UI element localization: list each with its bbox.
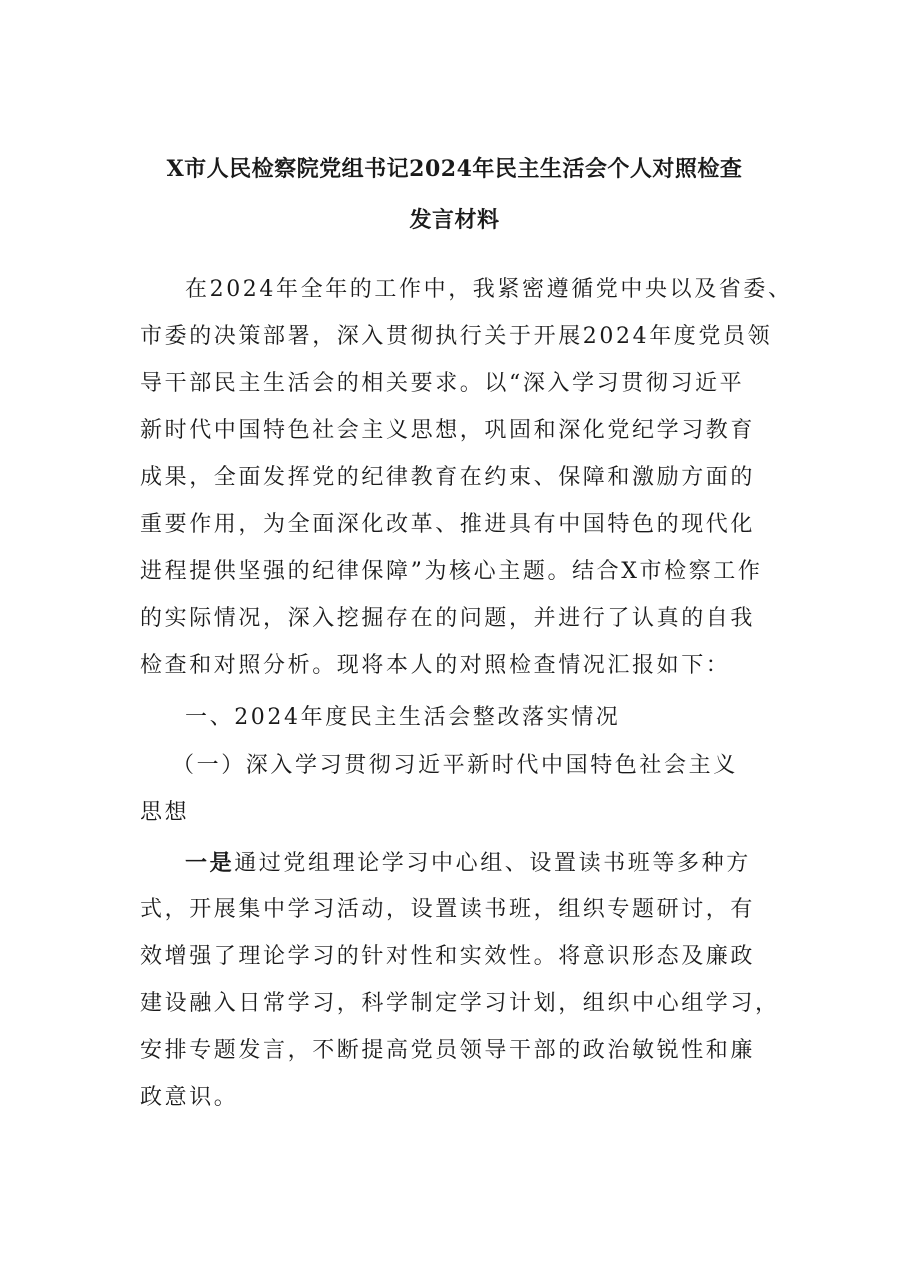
point-lead-label: 一是 [185,850,235,876]
subsection-heading-line-2: 思想 [140,800,190,825]
intro-paragraph-line: 检查和对照分析。现将本人的对照检查情况汇报如下： [140,653,731,678]
point-paragraph-line: 政意识。 [140,1085,239,1110]
point-paragraph-line: 式，开展集中学习活动，设置读书班，组织专题研讨，有 [140,897,756,922]
point-paragraph-first-line [185,848,751,879]
intro-paragraph-line: 重要作用，为全面深化改革、推进具有中国特色的现代化 [140,512,756,537]
document-title-line-1: X市人民检察院党组书记2024年民主生活会个人对照检查 [166,156,743,182]
intro-paragraph-line: 进程提供坚强的纪律保障”为核心主题。结合X市检察工作 [140,559,763,584]
point-paragraph-text: 通过党组理论学习中心组、设置读书班等多种方 [234,851,751,876]
intro-paragraph-line: 市委的决策部署，深入贯彻执行关于开展2024年度党员领 [140,324,773,349]
point-paragraph-line: 安排专题发言，不断提高党员领导干部的政治敏锐性和廉 [140,1038,756,1063]
point-paragraph-line: 效增强了理论学习的针对性和实效性。将意识形态及廉政 [140,944,756,969]
intro-paragraph-line: 导干部民主生活会的相关要求。以“深入学习贯彻习近平 [140,371,745,396]
section-heading: 一、2024年度民主生活会整改落实情况 [185,705,621,730]
point-paragraph-line: 建设融入日常学习，科学制定学习计划，组织中心组学习， [140,991,780,1016]
intro-paragraph-line: 新时代中国特色社会主义思想，巩固和深化党纪学习教育 [140,418,756,443]
intro-paragraph-line: 成果，全面发挥党的纪律教育在约束、保障和激励方面的 [140,465,756,490]
subsection-heading-line-1: （一）深入学习贯彻习近平新时代中国特色社会主义 [172,753,738,778]
document-title-line-2: 发言材料 [409,207,500,233]
intro-paragraph-line: 在2024年全年的工作中，我紧密遵循党中央以及省委、 [185,277,793,302]
intro-paragraph-line: 的实际情况，深入挖掘存在的问题，并进行了认真的自我 [140,606,756,631]
